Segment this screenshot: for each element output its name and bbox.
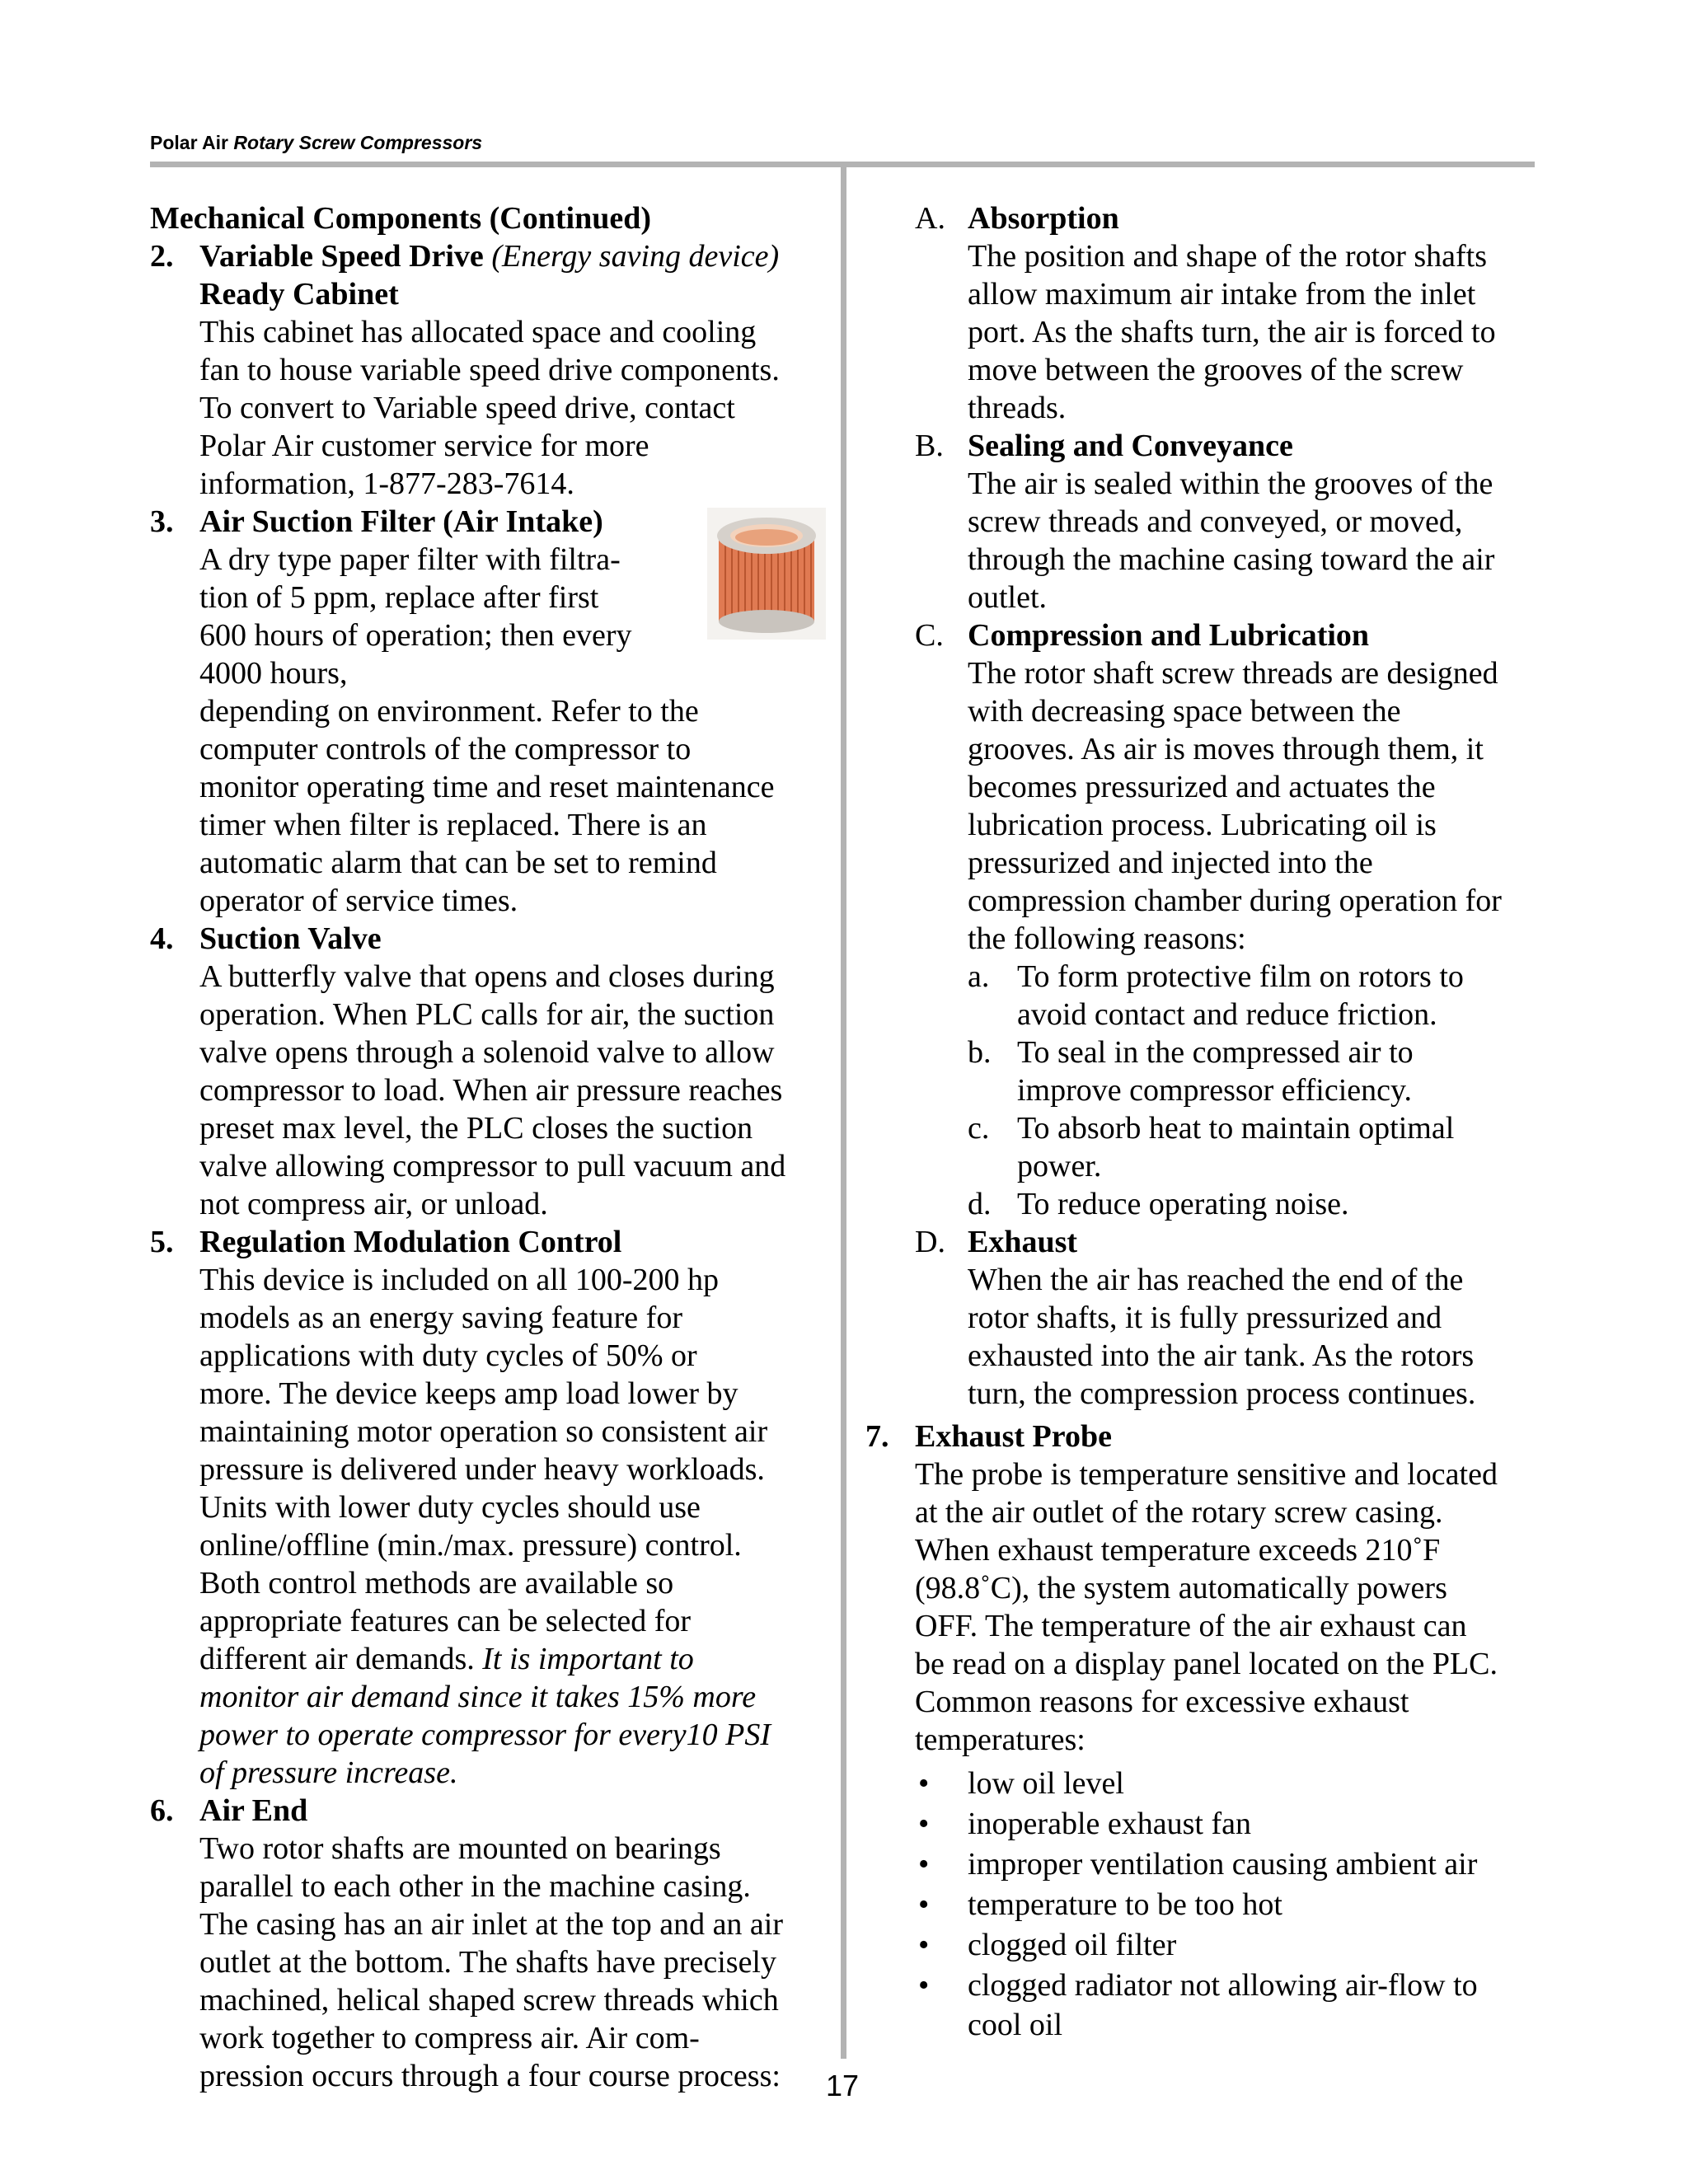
body-line: The rotor shaft screw threads are designed: [968, 656, 1498, 691]
item-5: [150, 1223, 834, 1792]
body-line: computer controls of the compressor to: [199, 732, 692, 766]
item-title-note: (Energy saving device): [491, 239, 780, 274]
body-line: preset max level, the PLC closes the suction: [199, 1111, 753, 1146]
body-line: This device is included on all 100-200 hp: [199, 1263, 720, 1297]
item-4: [150, 920, 834, 1223]
item-subtitle: Ready Cabinet: [199, 277, 399, 312]
body-line: Polar Air customer service for more: [199, 429, 649, 463]
body-line: turn, the compression process continues.: [968, 1376, 1476, 1411]
reason-a: [915, 958, 1541, 1033]
reason-letter: d.: [968, 1187, 992, 1221]
reason-d: [915, 1185, 1541, 1223]
stage-a: [915, 199, 1541, 427]
item-title: Suction Valve: [199, 921, 382, 956]
italic-note: power to operate compressor for every10 PSI: [199, 1718, 771, 1752]
body-line: at the air outlet of the rotary screw casing.: [915, 1495, 1443, 1530]
body-line: compression chamber during operation for: [968, 883, 1502, 918]
body-line: work together to compress air. Air com-: [199, 2021, 700, 2055]
body-line: A dry type paper filter with filtra-: [199, 542, 621, 577]
header-rule: [150, 162, 1535, 167]
body-line: port. As the shafts turn, the air is forced to: [968, 315, 1496, 349]
list-item: • temperature to be too hot: [918, 1887, 1282, 1922]
list-item: • improper ventilation causing ambient air: [918, 1847, 1478, 1882]
body-line: not compress air, or unload.: [199, 1187, 548, 1221]
item-number: 7.: [865, 1419, 889, 1454]
body-line: screw threads and conveyed, or moved,: [968, 504, 1463, 539]
item-3: [150, 503, 834, 920]
stage-b: [915, 427, 1541, 616]
list-item: • clogged radiator not allowing air-flow to: [918, 1968, 1478, 2003]
body-line: pressurized and injected into the: [968, 846, 1373, 880]
item-6: [150, 1792, 834, 2095]
air-filter-image: [707, 508, 826, 640]
body-line: The probe is temperature sensitive and located: [915, 1457, 1498, 1492]
body-line: outlet.: [968, 580, 1048, 615]
list-item: • inoperable exhaust fan: [918, 1807, 1251, 1841]
item-title: Variable Speed Drive: [199, 239, 484, 274]
body-line: pressure is delivered under heavy workloads.: [199, 1452, 765, 1487]
italic-note: of pressure increase.: [199, 1755, 458, 1790]
stage-letter: C.: [915, 618, 944, 653]
stage-title: Absorption: [968, 201, 1119, 236]
body-line: parallel to each other in the machine casing.: [199, 1869, 751, 1904]
body-line: pression occurs through a four course process:: [199, 2059, 781, 2093]
body-line: To seal in the compressed air to: [1017, 1035, 1414, 1070]
body-line: When the air has reached the end of the: [968, 1263, 1464, 1297]
body-line: the following reasons:: [968, 921, 1246, 956]
body-line: applications with duty cycles of 50% or: [199, 1338, 697, 1373]
body-line: exhausted into the air tank. As the rotors: [968, 1338, 1475, 1373]
stage-title: Compression and Lubrication: [968, 618, 1370, 653]
body-line: Common reasons for excessive exhaust: [915, 1685, 1409, 1719]
right-column: [865, 199, 1541, 2044]
body-line: machined, helical shaped screw threads which: [199, 1983, 779, 2018]
stage-title: Sealing and Conveyance: [968, 429, 1293, 463]
body-line: When exhaust temperature exceeds 210˚F: [915, 1533, 1441, 1568]
page-number: 17: [826, 2069, 860, 2102]
body-line: timer when filter is replaced. There is an: [199, 808, 707, 842]
stage-letter: A.: [915, 201, 945, 236]
body-line: OFF. The temperature of the air exhaust can: [915, 1609, 1467, 1643]
body-line: monitor operating time and reset maintenance: [199, 770, 775, 804]
body-line: Both control methods are available so: [199, 1566, 674, 1601]
item-7: [865, 1418, 1541, 1759]
body-line: power.: [1017, 1149, 1102, 1183]
body-line: The casing has an air inlet at the top and an air: [199, 1907, 784, 1942]
item-title: Air End: [199, 1793, 308, 1828]
item-number: 5.: [150, 1225, 174, 1259]
body-line: tion of 5 ppm, replace after first: [199, 580, 599, 615]
reason-c: [915, 1109, 1541, 1185]
item-title: Air Suction Filter (Air Intake): [199, 504, 603, 539]
stage-d: [915, 1223, 1541, 1413]
body-line: appropriate features can be selected for: [199, 1604, 692, 1638]
header-subtitle: Rotary Screw Compressors: [233, 132, 483, 153]
left-column: [150, 199, 834, 2095]
body-line: valve allowing compressor to pull vacuum and: [199, 1149, 786, 1183]
body-line: Two rotor shafts are mounted on bearings: [199, 1831, 721, 1866]
stage-letter: B.: [915, 429, 944, 463]
body-line: allow maximum air intake from the inlet: [968, 277, 1476, 312]
italic-note: It is important to: [482, 1642, 694, 1676]
list-item: • low oil level: [918, 1766, 1124, 1801]
list-item: • clogged oil filter: [918, 1928, 1177, 1962]
body-line: be read on a display panel located on the PLC.: [915, 1647, 1498, 1681]
body-line: maintaining motor operation so consistent air: [199, 1414, 768, 1449]
item-2: [150, 237, 834, 503]
body-line: A butterfly valve that opens and closes during: [199, 959, 775, 994]
body-line: online/offline (min./max. pressure) control.: [199, 1528, 742, 1563]
body-line: This cabinet has allocated space and cooling: [199, 315, 757, 349]
running-header: [150, 132, 482, 154]
stage-c: [915, 616, 1541, 958]
body-line: threads.: [968, 391, 1067, 425]
body-line: To form protective film on rotors to: [1017, 959, 1464, 994]
item-number: 3.: [150, 504, 174, 539]
body-line: lubrication process. Lubricating oil is: [968, 808, 1437, 842]
body-line: grooves. As air is moves through them, it: [968, 732, 1484, 766]
exhaust-reasons-list: [915, 1764, 1541, 2044]
body-line: improve compressor efficiency.: [1017, 1073, 1413, 1108]
body-line: The air is sealed within the grooves of the: [968, 466, 1493, 501]
body-line: models as an energy saving feature for: [199, 1301, 682, 1335]
reason-letter: a.: [968, 959, 990, 994]
body-line: depending on environment. Refer to the: [199, 694, 699, 729]
section-title: Mechanical Components (Continued): [150, 201, 652, 236]
body-line: outlet at the bottom. The shafts have precisely: [199, 1945, 776, 1980]
body-line: operation. When PLC calls for air, the suction: [199, 997, 775, 1032]
item-number: 6.: [150, 1793, 174, 1828]
body-line: avoid contact and reduce friction.: [1017, 997, 1437, 1032]
body-line: through the machine casing toward the air: [968, 542, 1495, 577]
stage-title: Exhaust: [968, 1225, 1078, 1259]
body-line: To convert to Variable speed drive, contact: [199, 391, 735, 425]
body-line: becomes pressurized and actuates the: [968, 770, 1436, 804]
body-line: valve opens through a solenoid valve to allow: [199, 1035, 775, 1070]
reason-b: [915, 1033, 1541, 1109]
body-line: move between the grooves of the screw: [968, 353, 1464, 387]
body-line: Units with lower duty cycles should use: [199, 1490, 701, 1525]
body-line: different air demands.: [199, 1642, 475, 1676]
body-line: To absorb heat to maintain optimal: [1017, 1111, 1455, 1146]
body-line: with decreasing space between the: [968, 694, 1401, 729]
item-number: 2.: [150, 239, 174, 274]
stage-letter: D.: [915, 1225, 945, 1259]
body-line: To reduce operating noise.: [1017, 1187, 1349, 1221]
body-line: fan to house variable speed drive components.: [199, 353, 780, 387]
list-item-continuation: cool oil: [968, 2008, 1063, 2042]
body-line: temperatures:: [915, 1722, 1085, 1757]
header-brand: Polar Air: [150, 132, 229, 153]
body-line: (98.8˚C), the system automatically powers: [915, 1571, 1447, 1605]
body-line: information, 1-877-283-7614.: [199, 466, 574, 501]
reason-letter: b.: [968, 1035, 992, 1070]
body-line: The position and shape of the rotor shafts: [968, 239, 1488, 274]
body-line: compressor to load. When air pressure reaches: [199, 1073, 783, 1108]
item-number: 4.: [150, 921, 174, 956]
body-line: rotor shafts, it is fully pressurized and: [968, 1301, 1442, 1335]
column-divider: [841, 167, 846, 2059]
item-title: Regulation Modulation Control: [199, 1225, 622, 1259]
body-line: operator of service times.: [199, 883, 518, 918]
body-line: automatic alarm that can be set to remind: [199, 846, 717, 880]
italic-note: monitor air demand since it takes 15% more: [199, 1680, 757, 1714]
reason-letter: c.: [968, 1111, 990, 1146]
item-title: Exhaust Probe: [915, 1419, 1112, 1454]
body-line: more. The device keeps amp load lower by: [199, 1376, 738, 1411]
body-line: 600 hours of operation; then every 4000 hours,: [199, 618, 632, 691]
